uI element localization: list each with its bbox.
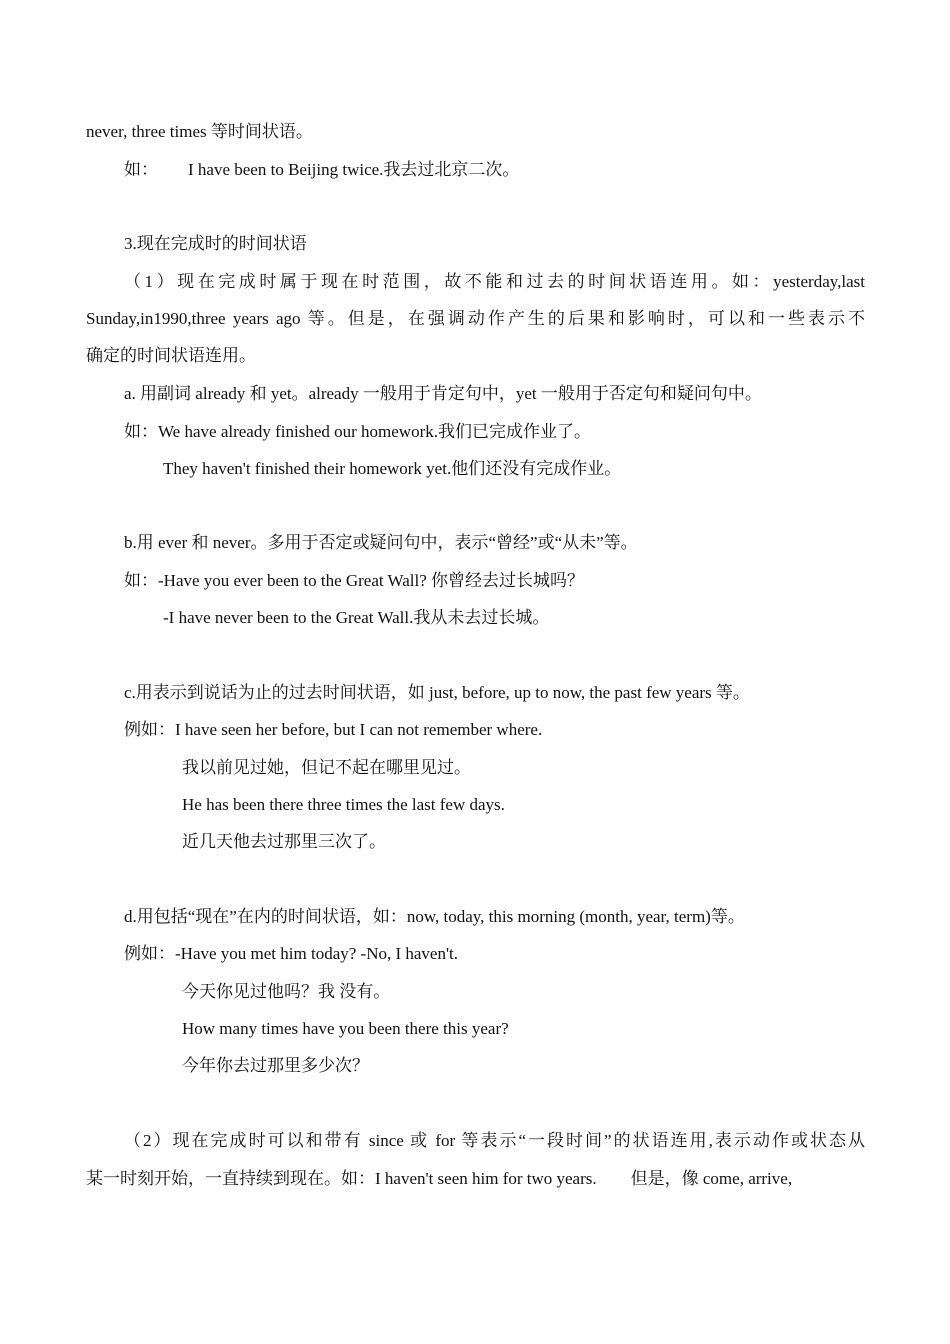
example-line: 如：We have already finished our homework.我们已完成作业了。 bbox=[124, 422, 591, 441]
example-line: He has been there three times the last few days. bbox=[182, 795, 505, 814]
example-line: 例如：I have seen her before, but I can not remember where. bbox=[124, 720, 543, 739]
example-line: How many times have you been there this year? bbox=[182, 1019, 509, 1038]
translation-line: 我以前见过她，但记不起在哪里见过。 bbox=[182, 758, 471, 777]
paragraph-line: 某一时刻开始，一直持续到现在。如：I haven't seen him for two years. 但是，像 come, arrive, bbox=[86, 1169, 793, 1188]
section-heading: 3.现在完成时的时间状语 bbox=[124, 234, 307, 253]
example-prefix: 如： bbox=[124, 160, 158, 179]
subsection-c: c.用表示到说话为止的过去时间状语，如 just, before, up to now, the past few years 等。 bbox=[124, 683, 750, 702]
example-line: -I have never been to the Great Wall.我从未去过长城。 bbox=[163, 608, 550, 627]
paragraph-line: Sunday,in1990,three years ago 等。但是，在强调动作产生的后果和影响时，可以和一些表示不 bbox=[86, 309, 865, 328]
subsection-b: b.用 ever 和 never。多用于否定或疑问句中，表示“曾经”或“从未”等。 bbox=[124, 533, 638, 552]
translation-line: 近几天他去过那里三次了。 bbox=[182, 832, 386, 851]
example-text: I have been to Beijing twice.我去过北京二次。 bbox=[188, 160, 520, 179]
subsection-d: d.用包括“现在”在内的时间状语，如：now, today, this morning (month, year, term)等。 bbox=[124, 907, 745, 926]
translation-line: 今天你见过他吗？我 没有。 bbox=[182, 982, 391, 1001]
subsection-a: a. 用副词 already 和 yet。already 一般用于肯定句中，yet 一般用于否定句和疑问句中。 bbox=[124, 384, 762, 403]
example-line: They haven't finished their homework yet.他们还没有完成作业。 bbox=[163, 459, 622, 478]
example-line: 如：-Have you ever been to the Great Wall? 你曾经去过长城吗？ bbox=[124, 571, 585, 590]
paragraph-line: （2）现在完成时可以和带有 since 或 for 等表示“一段时间”的状语连用,表示动作或状态从 bbox=[124, 1131, 865, 1150]
paragraph-line: （1）现在完成时属于现在时范围，故不能和过去的时间状语连用。如：yesterday,last bbox=[124, 272, 865, 291]
translation-line: 今年你去过那里多少次？ bbox=[182, 1056, 369, 1075]
example-line bbox=[124, 159, 519, 181]
text-line: never, three times 等时间状语。 bbox=[86, 122, 313, 141]
paragraph-line: 确定的时间状语连用。 bbox=[86, 346, 256, 365]
example-line: 例如：-Have you met him today? -No, I haven't. bbox=[124, 944, 459, 963]
